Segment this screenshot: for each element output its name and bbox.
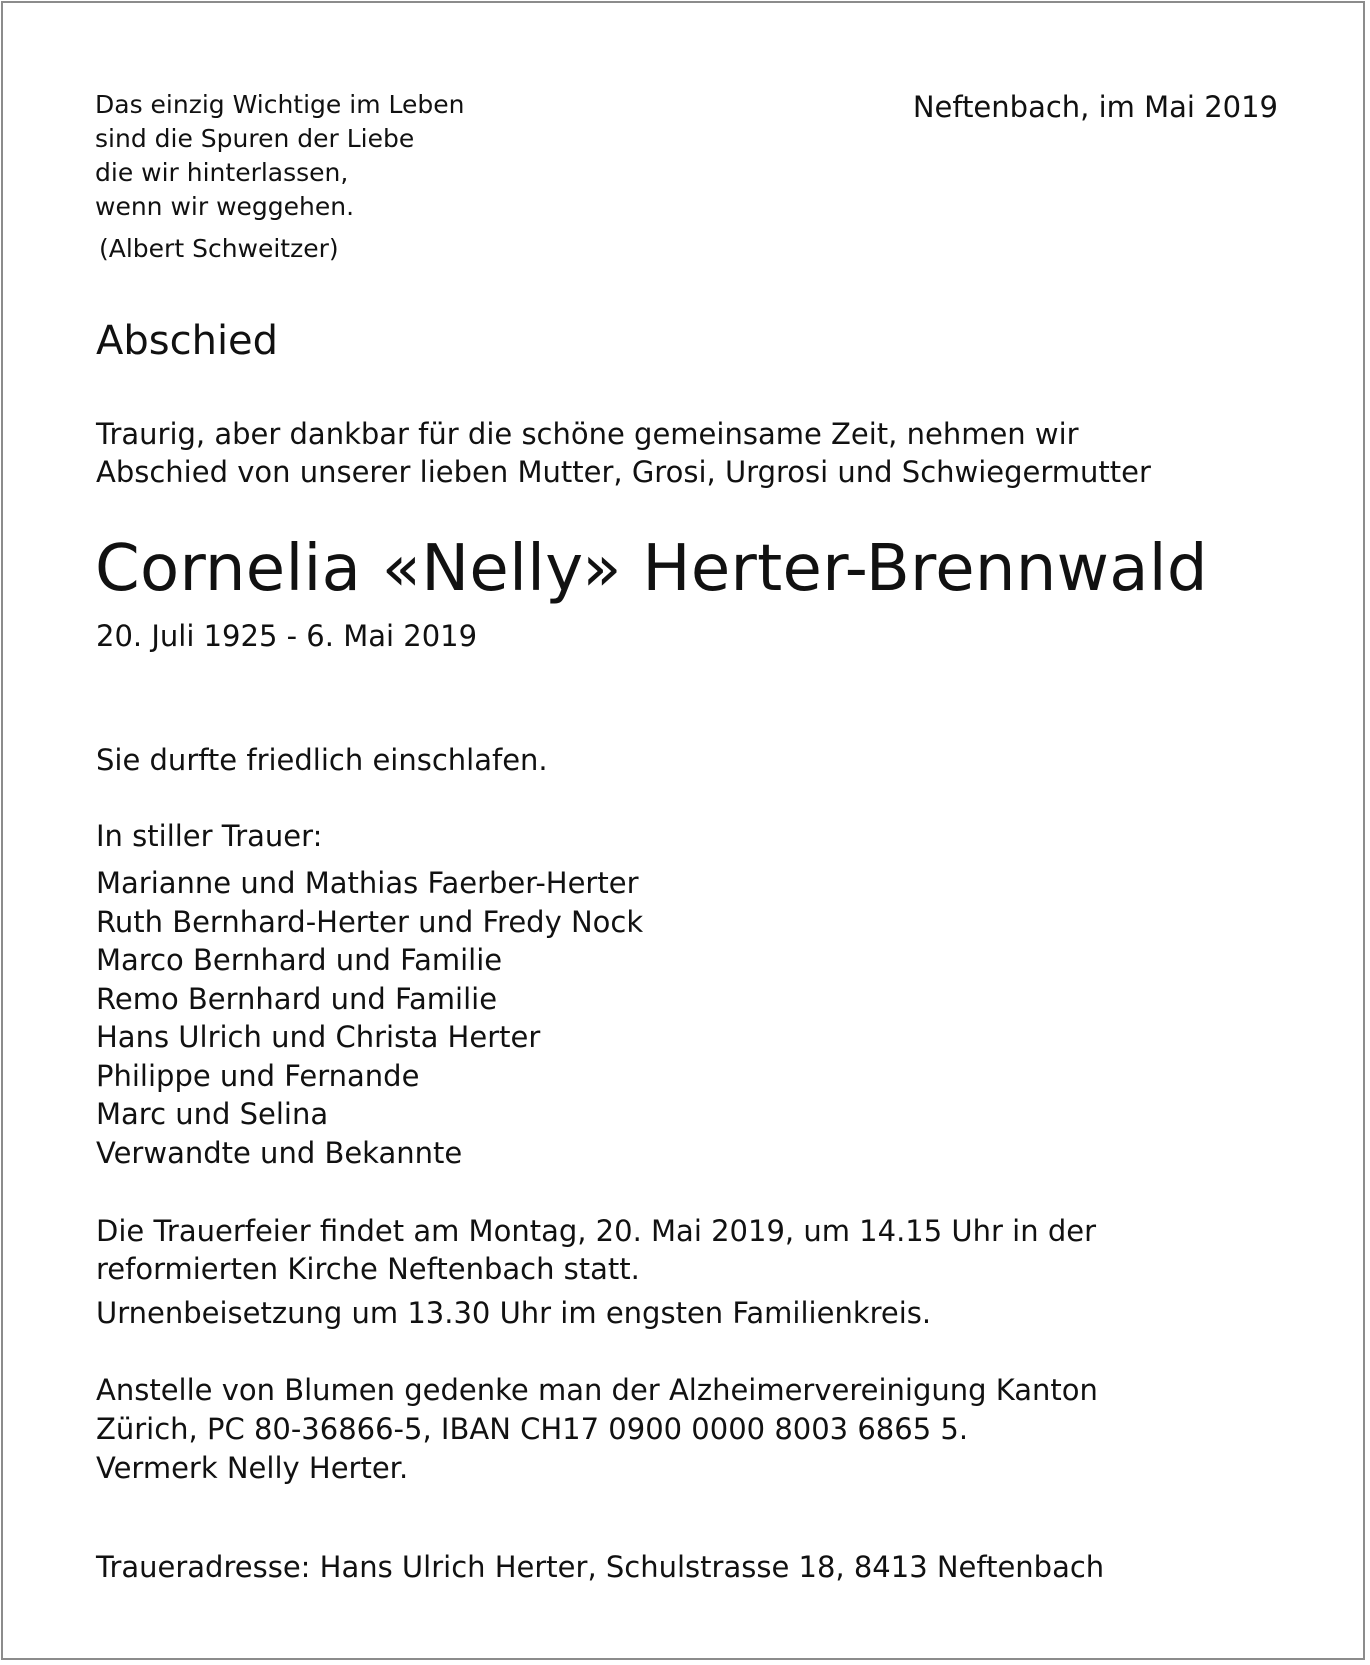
peace-text: Sie durfte friedlich einschlafen. <box>96 743 548 777</box>
ceremony-line: reformierten Kirche Neftenbach statt. <box>96 1252 640 1286</box>
mourner-item: Remo Bernhard und Familie <box>96 981 498 1016</box>
quote-block <box>95 88 464 266</box>
quote-author: (Albert Schweitzer) <box>99 234 339 263</box>
mourner-item: Hans Ulrich und Christa Herter <box>96 1020 541 1054</box>
notice-heading: Abschied <box>96 318 279 364</box>
donation-line: Anstelle von Blumen gedenke man der Alzheimervereinigung Kanton <box>96 1373 1098 1407</box>
donation-info <box>96 1371 1098 1488</box>
mourner-item: Ruth Bernhard-Herter und Fredy Nock <box>96 904 644 939</box>
quote-line: die wir hinterlassen, <box>95 158 349 187</box>
mourning-label: In stiller Trauer: <box>96 819 323 853</box>
mourning-address: Traueradresse: Hans Ulrich Herter, Schulstrasse 18, 8413 Neftenbach <box>96 1550 1105 1584</box>
life-dates: 20. Juli 1925 - 6. Mai 2019 <box>96 619 478 653</box>
donation-line: Vermerk Nelly Herter. <box>96 1451 409 1485</box>
mourner-item: Philippe und Fernande <box>96 1058 420 1093</box>
mourner-item: Marco Bernhard und Familie <box>96 943 503 977</box>
deceased-name: Cornelia «Nelly» Herter-Brennwald <box>95 532 1208 606</box>
quote-line: sind die Spuren der Liebe <box>95 124 415 153</box>
ceremony-info <box>96 1212 1096 1288</box>
quote-line: wenn wir weggehen. <box>95 192 355 221</box>
mourner-item: Marianne und Mathias Faerber-Herter <box>96 866 639 900</box>
intro-line: Traurig, aber dankbar für die schöne gemeinsame Zeit, nehmen wir <box>96 417 1079 451</box>
intro-text <box>96 415 1151 491</box>
mourner-item: Verwandte und Bekannte <box>96 1135 463 1170</box>
mourners-list <box>96 864 643 1172</box>
intro-line: Abschied von unserer lieben Mutter, Grosi, Urgrosi und Schwiegermutter <box>96 455 1151 489</box>
place-date: Neftenbach, im Mai 2019 <box>912 90 1278 124</box>
mourner-item: Marc und Selina <box>96 1097 329 1131</box>
quote-line: Das einzig Wichtige im Leben <box>95 90 465 119</box>
burial-info: Urnenbeisetzung um 13.30 Uhr im engsten Familienkreis. <box>96 1296 932 1330</box>
donation-line: Zürich, PC 80-36866-5, IBAN CH17 0900 0000 8003 6865 5. <box>96 1412 969 1446</box>
ceremony-line: Die Trauerfeier findet am Montag, 20. Mai 2019, um 14.15 Uhr in der <box>96 1214 1096 1248</box>
